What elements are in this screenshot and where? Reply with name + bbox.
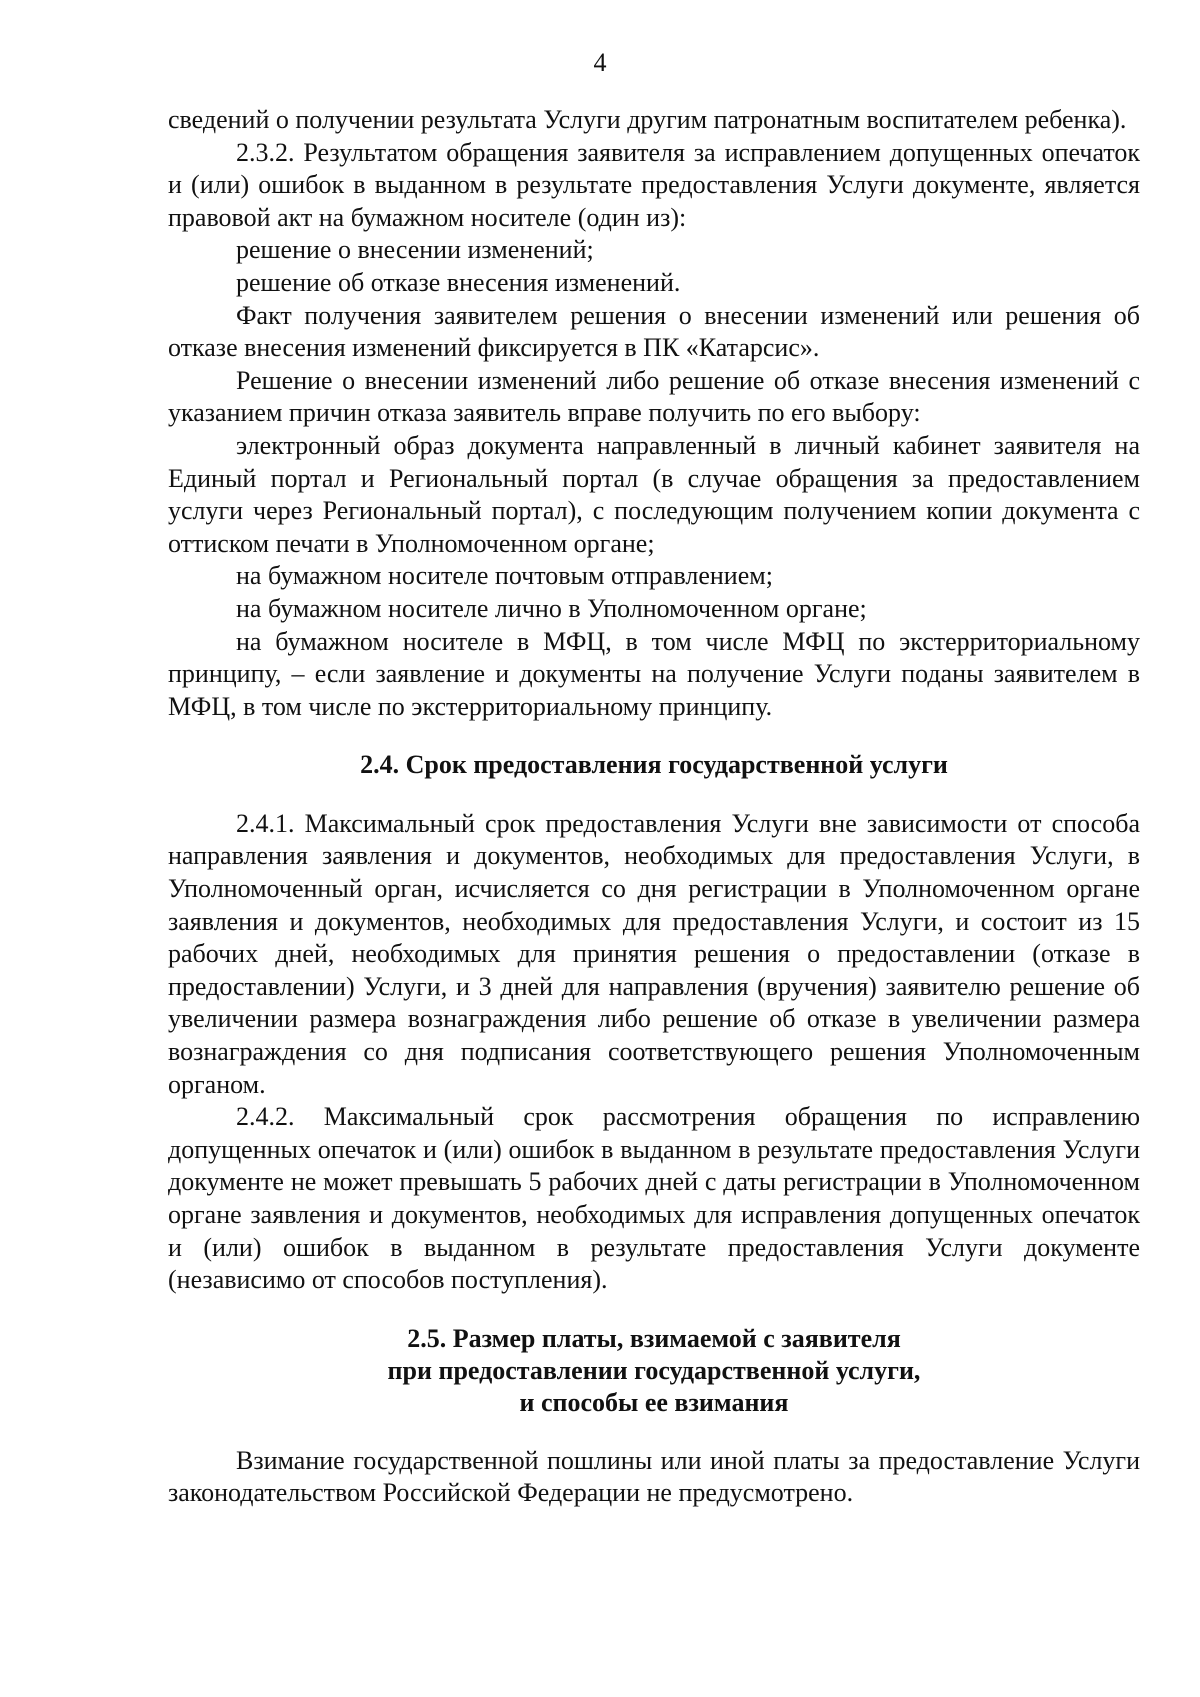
paragraph-fact-recording: Факт получения заявителем решения о внесении изменений или решения об отказе внесения изменений фиксируется в ПК «Катарсис».: [168, 300, 1140, 363]
list-item-postal: на бумажном носителе почтовым отправлением;: [236, 561, 773, 591]
list-item-in-person: на бумажном носителе лично в Уполномоченном органе;: [236, 593, 867, 623]
document-body: [168, 104, 1140, 1510]
list-item-decision-changes: решение о внесении изменений;: [236, 235, 594, 265]
page-number: 4: [593, 48, 607, 77]
list-item-mfc: на бумажном носителе в МФЦ, в том числе МФЦ по экстерриториальному принципу, – если заявление и документы на получение Услуги поданы заявителем в МФЦ, в том числе по экстерриториальному принципу.: [168, 626, 1140, 721]
list-item-decision-refusal: решение об отказе внесения изменений.: [236, 267, 681, 297]
paragraph-2-4-2: 2.4.2. Максимальный срок рассмотрения обращения по исправлению допущенных опечаток и (или) ошибок в выданном в результате предоставления Услуги документе не может превышать 5 рабочих дней с даты регистрации в Уполномоченном органе заявления и документов, необходимых для исправления допущенных опечаток и (или) ошибок в выданном в результате предоставления Услуги документе (независимо от способов поступления).: [168, 1102, 1140, 1295]
section-heading-2-5-line-2: при предоставлении государственной услуги,: [387, 1355, 921, 1385]
list-item-electronic: электронный образ документа направленный в личный кабинет заявителя на Единый портал и Региональный портал (в случае обращения за предоставлением услуги через Региональный портал), с последующим получением копии документа с оттиском печати в Уполномоченном органе;: [168, 430, 1140, 558]
section-heading-2-5-line-3: и способы ее взимания: [519, 1387, 789, 1417]
paragraph-fee: Взимание государственной пошлины или иной платы за предоставление Услуги законодательством Российской Федерации не предусмотрено.: [168, 1445, 1140, 1508]
section-heading-2-5-line-1: 2.5. Размер платы, взимаемой с заявителя: [407, 1323, 901, 1353]
paragraph-2-3-2: 2.3.2. Результатом обращения заявителя за исправлением допущенных опечаток и (или) ошибок в выданном в результате предоставления Услуги документе, является правовой акт на бумажном носителе (один из):: [168, 137, 1140, 232]
paragraph-2-4-1: 2.4.1. Максимальный срок предоставления Услуги вне зависимости от способа направления заявления и документов, необходимых для предоставления Услуги, в Уполномоченный орган, исчисляется со дня регистрации в Уполномоченном органе заявления и документов, необходимых для предоставления Услуги, и состоит из 15 рабочих дней, необходимых для принятия решения о предоставлении (отказе в предоставлении) Услуги, и 3 дней для направления (вручения) заявителю решение об увеличении размера вознаграждения либо решение об отказе в увеличении размера вознаграждения со дня подписания соответствующего решения Уполномоченным органом.: [168, 808, 1140, 1099]
paragraph-continuation: сведений о получении результата Услуги другим патронатным воспитателем ребенка).: [168, 105, 1127, 134]
paragraph-receipt-options: Решение о внесении изменений либо решение об отказе внесения изменений с указанием причин отказа заявитель вправе получить по его выбору:: [168, 365, 1140, 428]
section-heading-2-5: [168, 1323, 1140, 1419]
section-heading-2-4: 2.4. Срок предоставления государственной услуги: [360, 750, 948, 780]
